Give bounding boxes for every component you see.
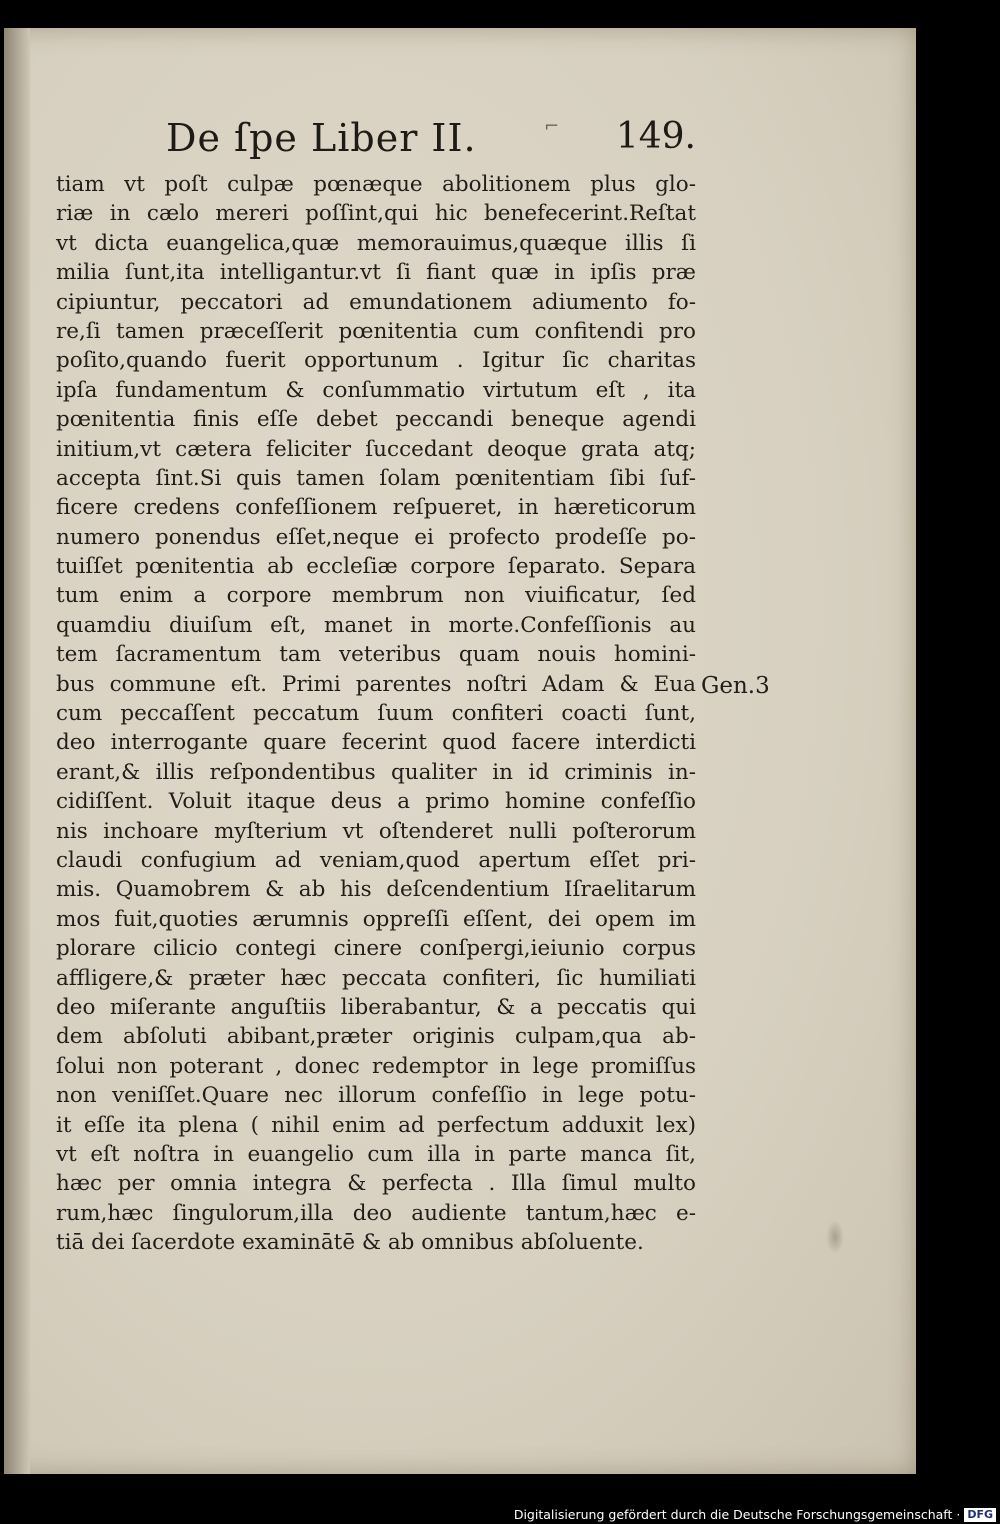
text-line: tiam vt poſt culpæ pœnæque abolitionem plus glo-: [56, 172, 696, 197]
text-line: it eſſe ita plena ( nihil enim ad perfectum adduxit lex): [56, 1112, 696, 1138]
text-line: ſolui non poterant , donec redemptor in lege promiſſus: [56, 1053, 696, 1079]
text-line: dem abſoluti abibant,præter originis culpam,qua ab-: [56, 1024, 696, 1050]
funding-note: Digitalisierung gefördert durch die Deutsche Forschungsgemeinschaft ·: [513, 1507, 961, 1522]
text-line: accepta ſint.Si quis tamen ſolam pœnitentiam ſibi ſuf-: [56, 465, 696, 491]
text-line: mos fuit,quoties ærumnis oppreſſi eſſent, dei opem im: [56, 906, 696, 932]
text-line: cidiſſent. Voluit itaque deus a primo homine confeſſio: [56, 789, 696, 815]
text-line: milia ſunt,ita intelligantur.vt ſi fiant quæ in ipſis præ: [56, 260, 696, 286]
text-line: numero ponendus eſſet,neque ei profecto prodeſſe po-: [56, 524, 696, 550]
text-line: poſito,quando fuerit opportunum . Igitur ſic charitas: [56, 348, 696, 374]
text-line: initium,vt cætera feliciter ſuccedant deoque grata atq;: [56, 436, 696, 462]
text-line: affligere,& præter hæc peccata confiteri, ſic humiliati: [56, 965, 696, 991]
folio-number: 149.: [615, 116, 696, 157]
text-line: ipſa fundamentum & conſummatio virtutum eſt , ita: [56, 377, 696, 403]
text-line: tum enim a corpore membrum non viuificatur, ſed: [56, 583, 696, 609]
text-line: riæ in cælo mereri poſſint,qui hic benefecerint.Reſtat: [56, 201, 696, 227]
body-text: [56, 170, 696, 1257]
text-line: quamdiu diuiſum eſt, manet in morte.Confeſſionis au: [56, 612, 696, 638]
footer-credit: [513, 1505, 996, 1524]
text-line: vt dicta euangelica,quæ memorauimus,quæque illis ſi: [56, 230, 696, 256]
text-line: tem ſacramentum tam veteribus quam nouis homini-: [56, 642, 696, 668]
text-line: plorare cilicio contegi cinere conſpergi,ieiunio corpus: [56, 936, 696, 962]
text-line: cum peccaſſent peccatum ſuum confiteri coacti ſunt,: [56, 701, 696, 727]
text-line: tuiſſet pœnitentia ab eccleſiæ corpore ſeparato. Separa: [56, 554, 696, 580]
book-page: [4, 28, 916, 1474]
text-line: bus commune eſt. Primi parentes noſtri Adam & Eua: [56, 671, 696, 697]
dfg-logo: DFG: [964, 1508, 996, 1522]
text-line: hæc per omnia integra & perfecta . Illa ſimul multo: [56, 1171, 696, 1197]
text-line: deo interrogante quare fecerint quod facere interdicti: [56, 730, 696, 756]
text-line: pœnitentia finis eſſe debet peccandi beneque agendi: [56, 407, 696, 433]
margin-note: Gen.3: [701, 673, 770, 699]
ink-smudge: [826, 1220, 844, 1254]
text-line: re,ſi tamen præceſſerit pœnitentia cum confitendi pro: [56, 318, 696, 344]
text-line: deo miſerante anguſtiis liberabantur, & a peccatis qui: [56, 994, 696, 1020]
running-title: De ſpe Liber II.: [166, 116, 477, 160]
ink-mark: ⌐: [544, 116, 560, 137]
text-line: non veniſſet.Quare nec illorum confeſſio in lege potu-: [56, 1083, 696, 1109]
page-header: [166, 108, 696, 168]
text-line: vt eſt noſtra in euangelio cum illa in parte manca ſit,: [56, 1141, 696, 1167]
text-line: tiā dei ſacerdote examinātē & ab omnibus abſoluente.: [56, 1230, 644, 1256]
text-line: rum,hæc ſingulorum,illa deo audiente tantum,hæc e-: [56, 1200, 696, 1226]
text-line: nis inchoare myſterium vt oſtenderet nulli poſterorum: [56, 818, 696, 844]
text-line: mis. Quamobrem & ab his deſcendentium Iſraelitarum: [56, 877, 696, 903]
page-gutter: [4, 28, 30, 1474]
text-line: claudi confugium ad veniam,quod apertum eſſet pri-: [56, 847, 696, 873]
text-line: cipiuntur, peccatori ad emundationem adiumento fo-: [56, 289, 696, 315]
text-line: erant,& illis reſpondentibus qualiter in id criminis in-: [56, 759, 696, 785]
text-line: ficere credens confeſſionem reſpueret, in hæreticorum: [56, 495, 696, 521]
